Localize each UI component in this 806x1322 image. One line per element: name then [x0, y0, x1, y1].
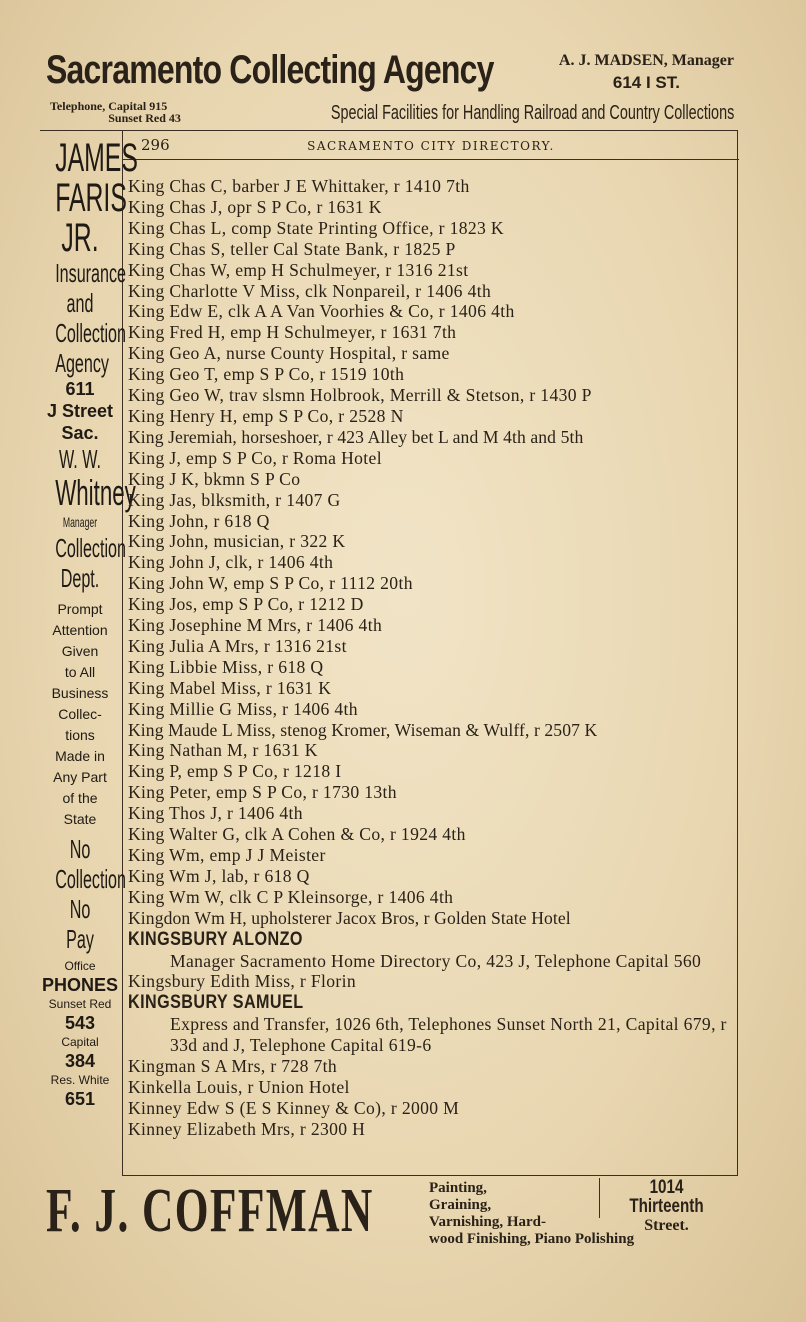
directory-entry: King J K, bkmn S P Co: [128, 468, 301, 489]
sidebar-line: 611: [65, 379, 95, 399]
directory-entry: King Wm, emp J J Meister: [128, 845, 326, 865]
directory-entry: King Henry H, emp S P Co, r 2528 N: [128, 405, 404, 426]
sidebar-line: to All: [64, 664, 96, 680]
directory-entry: King Wm J, lab, r 618 Q: [128, 865, 310, 886]
sidebar-line: and: [66, 288, 94, 318]
directory-entry: King Chas S, teller Cal State Bank, r 1825 P: [128, 238, 456, 259]
sidebar-line: Made in: [55, 748, 105, 764]
telephone-capital: Capital 915: [108, 99, 168, 113]
sidebar-line: No: [69, 894, 91, 924]
directory-entry: King John, musician, r 322 K: [128, 531, 346, 552]
footer-business-name: F. J. COFFMAN: [46, 1177, 374, 1245]
directory-entry: King Charlotte V Miss, clk Nonpareil, r 1406 4th: [128, 280, 492, 301]
footer-advertisement: [46, 1176, 746, 1256]
header-advertisement: [46, 44, 738, 130]
directory-entry: Kinney Edw S (E S Kinney & Co), r 2000 M: [128, 1097, 460, 1118]
directory-entry: King Josephine M Mrs, r 1406 4th: [128, 615, 383, 636]
sidebar-line: Manager: [62, 514, 98, 530]
page-number: 296: [141, 136, 170, 154]
sidebar-line: 384: [64, 1051, 96, 1071]
sidebar-line: Collec-: [58, 706, 102, 722]
directory-entry: King Peter, emp S P Co, r 1730 13th: [128, 782, 397, 803]
footer-service-line: Graining,: [429, 1197, 492, 1213]
directory-entries: [128, 176, 736, 1140]
bold-entry-detail: Express and Transfer, 1026 6th, Telephones Sunset North 21, Capital 679, r 33d and J, Telephone Capital 619-6: [170, 1014, 727, 1056]
sidebar-line: W. W.: [58, 444, 102, 474]
directory-entry: King Chas L, comp State Printing Office, r 1823 K: [128, 217, 504, 238]
directory-entry: Kingman S A Mrs, r 728 7th: [128, 1056, 337, 1077]
sidebar-line: Capital: [61, 1035, 99, 1049]
directory-entry: King Jos, emp S P Co, r 1212 D: [128, 594, 364, 615]
sidebar-line: 543: [64, 1013, 96, 1033]
directory-entry: King Edw E, clk A A Van Voorhies & Co, r 1406 4th: [128, 301, 515, 322]
sidebar-line: Business: [51, 685, 109, 701]
sidebar-line: Collection: [55, 533, 126, 563]
footer-service-line: Varnishing, Hard-: [429, 1214, 546, 1230]
sidebar-line: Pay: [66, 924, 94, 954]
sidebar-line: of the: [62, 790, 98, 806]
manager-block: [559, 50, 734, 94]
footer-address-line: Street.: [644, 1217, 689, 1234]
sidebar-advertisement: [40, 136, 138, 1110]
sidebar-line: tions: [65, 727, 95, 743]
sidebar-line: Dept.: [60, 563, 100, 593]
directory-entry: King Jas, blksmith, r 1407 G: [128, 489, 341, 510]
sidebar-line: J Street: [46, 401, 114, 421]
sidebar-line: Prompt: [57, 601, 103, 617]
telephone-block: [50, 100, 181, 124]
directory-entry: King Chas W, emp H Schulmeyer, r 1316 21st: [128, 259, 469, 280]
sidebar-line: Any Part: [53, 769, 107, 785]
directory-entry: King Chas C, barber J E Whittaker, r 1410 7th: [128, 176, 470, 196]
bold-entry-name: KINGSBURY SAMUEL: [128, 992, 304, 1014]
footer-address-line: 1014 Thirteenth: [629, 1177, 704, 1217]
manager-name: A. J. MADSEN, Manager: [558, 52, 734, 69]
directory-entry: King Fred H, emp H Schulmeyer, r 1631 7th: [128, 322, 457, 343]
sidebar-line: Attention: [52, 622, 108, 638]
directory-entry: King Geo W, trav slsmn Holbrook, Merrill & Stetson, r 1430 P: [128, 385, 592, 406]
directory-entry: King Jeremiah, horseshoer, r 423 Alley bet L and M 4th and 5th: [128, 426, 584, 447]
running-head-title: SACRAMENTO CITY DIRECTORY.: [307, 139, 555, 153]
running-head: [123, 136, 739, 160]
directory-entry: King John, r 618 Q: [128, 510, 270, 531]
sidebar-line: Sunset Red: [48, 997, 112, 1011]
sidebar-line: Res. White: [50, 1073, 110, 1087]
directory-entry: King P, emp S P Co, r 1218 I: [128, 761, 342, 782]
bold-entry-name: KINGSBURY ALONZO: [128, 928, 303, 950]
sidebar-line: No: [69, 834, 91, 864]
sidebar-line: Office: [64, 959, 96, 973]
directory-entry: King Wm W, clk C P Kleinsorge, r 1406 4th: [128, 886, 454, 907]
directory-entry: King Millie G Miss, r 1406 4th: [128, 698, 358, 719]
directory-entry: Kingdon Wm H, upholsterer Jacox Bros, r Golden State Hotel: [128, 907, 571, 928]
sidebar-line: State: [63, 811, 97, 827]
agency-tagline: Special Facilities for Handling Railroad and Country Collections: [330, 102, 734, 124]
directory-entry: King Walter G, clk A Cohen & Co, r 1924 4th: [128, 824, 466, 845]
directory-entry: King Nathan M, r 1631 K: [128, 740, 318, 761]
directory-entry: King Maude L Miss, stenog Kromer, Wiseman & Wulff, r 2507 K: [128, 719, 598, 740]
sidebar-line: Given: [61, 643, 99, 659]
sidebar-line: JAMES: [55, 136, 138, 180]
directory-entry: Kingsbury Edith Miss, r Florin: [128, 971, 356, 992]
telephone-label: Telephone,: [50, 99, 106, 113]
directory-entry: Kinney Elizabeth Mrs, r 2300 H: [128, 1118, 366, 1139]
sidebar-line: Agency: [55, 348, 109, 378]
directory-entry: King Mabel Miss, r 1631 K: [128, 677, 332, 698]
directory-entry: King Chas J, opr S P Co, r 1631 K: [128, 196, 382, 217]
footer-service-line: Painting,: [429, 1180, 487, 1196]
sidebar-line: Whitney: [55, 472, 136, 513]
sidebar-line: PHONES: [41, 975, 119, 995]
directory-entry: King J, emp S P Co, r Roma Hotel: [128, 447, 382, 468]
directory-entry: King Libbie Miss, r 618 Q: [128, 656, 324, 677]
directory-entry: King John J, clk, r 1406 4th: [128, 552, 334, 573]
directory-entry: Kinkella Louis, r Union Hotel: [128, 1076, 350, 1097]
sidebar-line: FARIS: [55, 176, 127, 220]
agency-address: 614 I ST.: [612, 73, 680, 92]
sidebar-line: Sac.: [61, 423, 99, 443]
sidebar-line: Collection: [55, 318, 126, 348]
sidebar-line: 651: [64, 1089, 96, 1109]
directory-entry: King Julia A Mrs, r 1316 21st: [128, 635, 347, 656]
bold-entry-detail: Manager Sacramento Home Directory Co, 423 J, Telephone Capital 560: [170, 950, 702, 971]
agency-title: Sacramento Collecting Agency: [46, 48, 494, 92]
telephone-sunset: Sunset Red 43: [108, 111, 181, 125]
sidebar-line: JR.: [61, 216, 99, 260]
footer-service-line: wood Finishing, Piano Polishing: [429, 1231, 635, 1247]
sidebar-line: Collection: [55, 864, 126, 894]
directory-entry: King Geo T, emp S P Co, r 1519 10th: [128, 364, 405, 385]
directory-entry: King John W, emp S P Co, r 1112 20th: [128, 573, 413, 594]
directory-entry: King Geo A, nurse County Hospital, r same: [128, 343, 450, 364]
directory-entry: King Thos J, r 1406 4th: [128, 803, 303, 824]
sidebar-line: Insurance: [55, 258, 126, 288]
footer-address: [599, 1177, 733, 1234]
